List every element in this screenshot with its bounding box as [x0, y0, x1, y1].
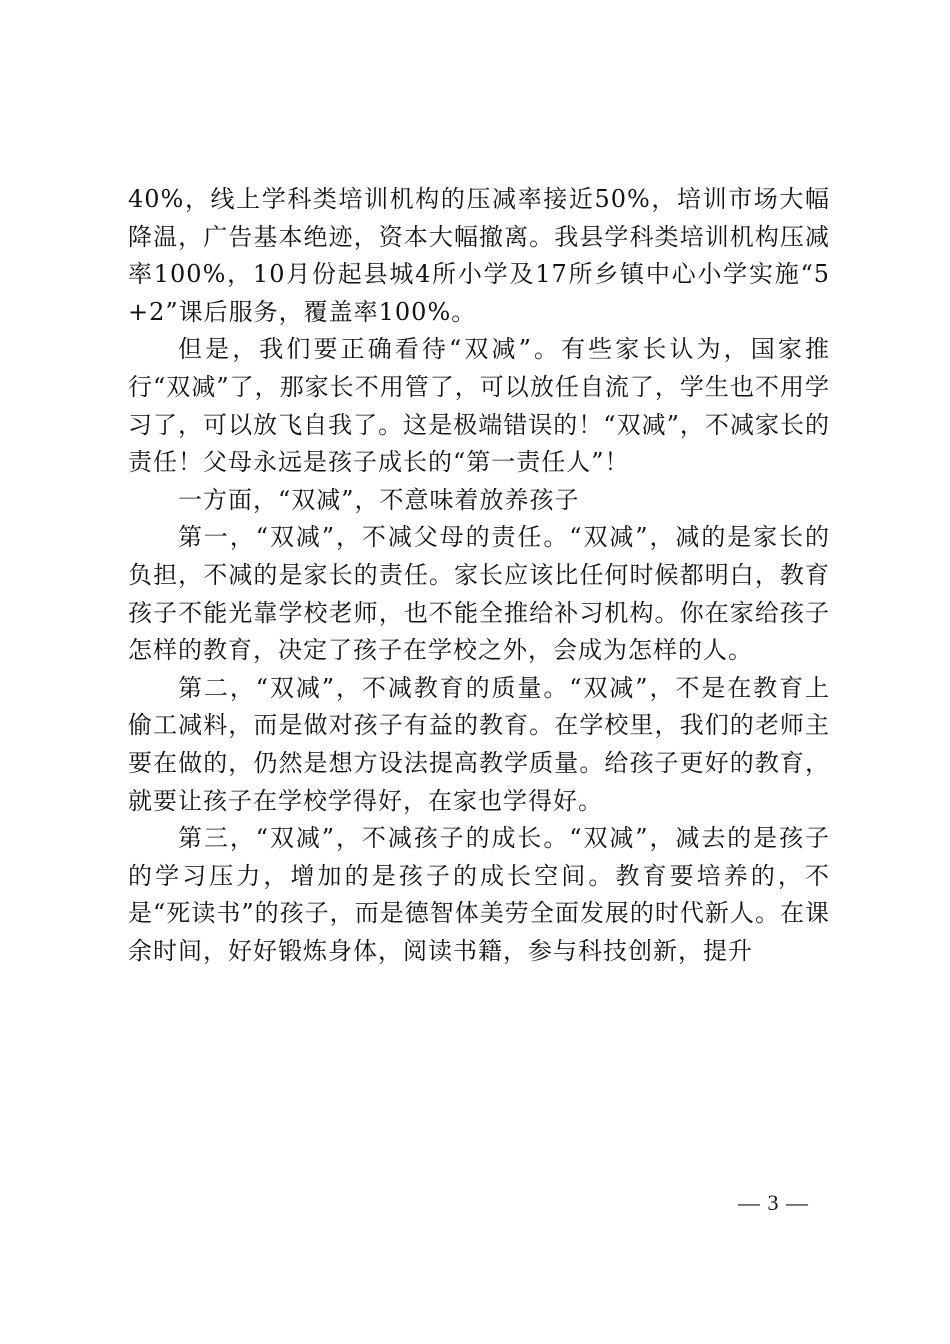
- paragraph-statistics: 40%，线上学科类培训机构的压减率接近50%，培训市场大幅降温，广告基本绝迹，资本大幅撤离。我县学科类培训机构压减率100%，10月份起县城4所小学及17所乡镇中心小学实施“5+2”课后服务，覆盖率100%。: [128, 185, 830, 326]
- document-page: [128, 181, 830, 970]
- paragraph-correct-view: 但是，我们要正确看待“双减”。有些家长认为，国家推行“双减”了，那家长不用管了，可以放任自流了，学生也不用学习了，可以放飞自我了。这是极端错误的！“双减”，不减家长的责任！父母永远是孩子成长的“第一责任人”！: [128, 335, 830, 477]
- paragraph-point-one: 第一，“双减”，不减父母的责任。“双减”，减的是家长的负担，不减的是家长的责任。家长应该比任何时候都明白，教育孩子不能光靠学校老师，也不能全推给补习机构。你在家给孩子怎样的教育，决定了孩子在学校之外，会成为怎样的人。: [128, 523, 830, 665]
- paragraph-point-two: 第二，“双减”，不减教育的质量。“双减”，不是在教育上偷工减料，而是做对孩子有益的教育。在学校里，我们的老师主要在做的，仍然是想方设法提高教学质量。给孩子更好的教育，就要让孩子在学校学得好，在家也学得好。: [128, 673, 830, 815]
- paragraph-heading-one-aspect: 一方面，“双减”，不意味着放养孩子: [178, 485, 580, 514]
- paragraph-point-three: 第三，“双减”，不减孩子的成长。“双减”，减去的是孩子的学习压力，增加的是孩子的成长空间。教育要培养的，不是“死读书”的孩子，而是德智体美劳全面发展的时代新人。在课余时间，好好锻炼身体，阅读书籍，参与科技创新，提升: [128, 824, 830, 965]
- page-number: — 3 —: [738, 1190, 809, 1215]
